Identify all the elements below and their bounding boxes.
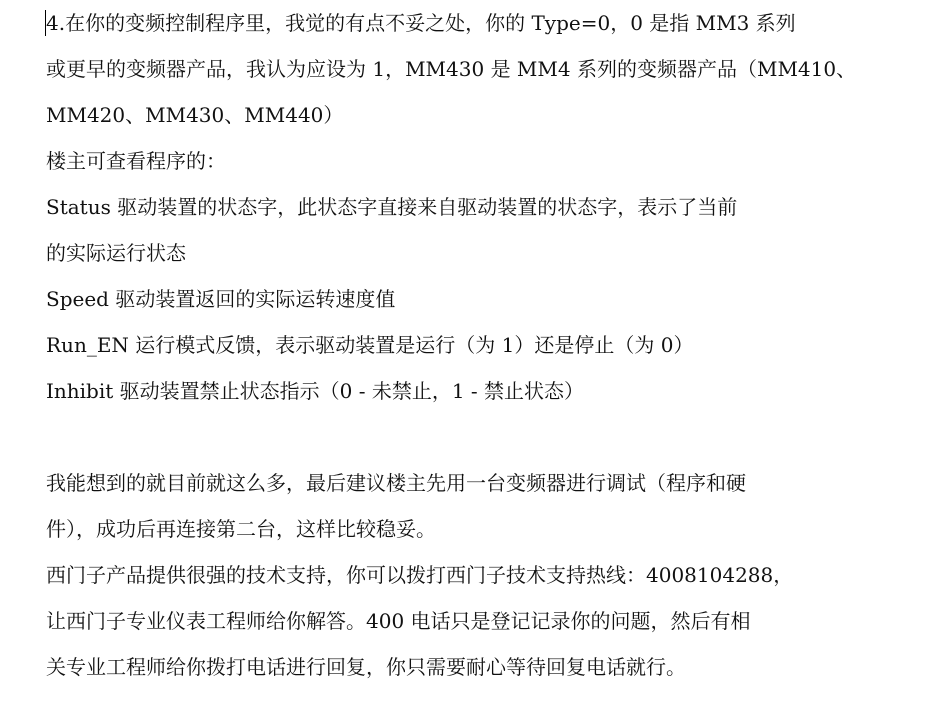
- text-line: Run_EN 运行模式反馈，表示驱动装置是运行（为 1）还是停止（为 0）: [46, 333, 694, 357]
- paragraph-program-intro: [46, 138, 926, 184]
- text-line: MM420、MM430、MM440）: [46, 103, 344, 127]
- document-body[interactable]: [46, 0, 926, 690]
- text-line: 件），成功后再连接第二台，这样比较稳妥。: [46, 517, 436, 541]
- text-line: 4.在你的变频控制程序里，我觉的有点不妥之处，你的 Type=0，0 是指 MM3 系列: [46, 11, 796, 35]
- paragraph-run-en: [46, 322, 926, 368]
- text-line: 我能想到的就目前就这么多，最后建议楼主先用一台变频器进行调试（程序和硬: [46, 471, 746, 495]
- blank-line: [46, 414, 926, 460]
- text-line: Speed 驱动装置返回的实际运转速度值: [46, 287, 396, 311]
- text-line: Status 驱动装置的状态字，此状态字直接来自驱动装置的状态字，表示了当前: [46, 195, 738, 219]
- paragraph-support: [46, 552, 926, 690]
- text-line: 西门子产品提供很强的技术支持，你可以拨打西门子技术支持热线：4008104288，: [46, 563, 794, 587]
- text-line: 楼主可查看程序的：: [46, 149, 226, 173]
- paragraph-status: [46, 184, 926, 276]
- text-line: 的实际运行状态: [46, 241, 186, 265]
- paragraph-suggestion: [46, 460, 926, 552]
- paragraph-inhibit: [46, 368, 926, 414]
- text-line: 或更早的变频器产品，我认为应设为 1，MM430 是 MM4 系列的变频器产品（MM410、: [46, 57, 857, 81]
- paragraph-speed: [46, 276, 926, 322]
- text-line: 关专业工程师给你拨打电话进行回复，你只需要耐心等待回复电话就行。: [46, 655, 686, 679]
- paragraph-type-note: [46, 0, 926, 138]
- text-line: Inhibit 驱动装置禁止状态指示（0 - 未禁止，1 - 禁止状态）: [46, 379, 585, 403]
- text-line: 让西门子专业仪表工程师给你解答。400 电话只是登记记录你的问题，然后有相: [46, 609, 751, 633]
